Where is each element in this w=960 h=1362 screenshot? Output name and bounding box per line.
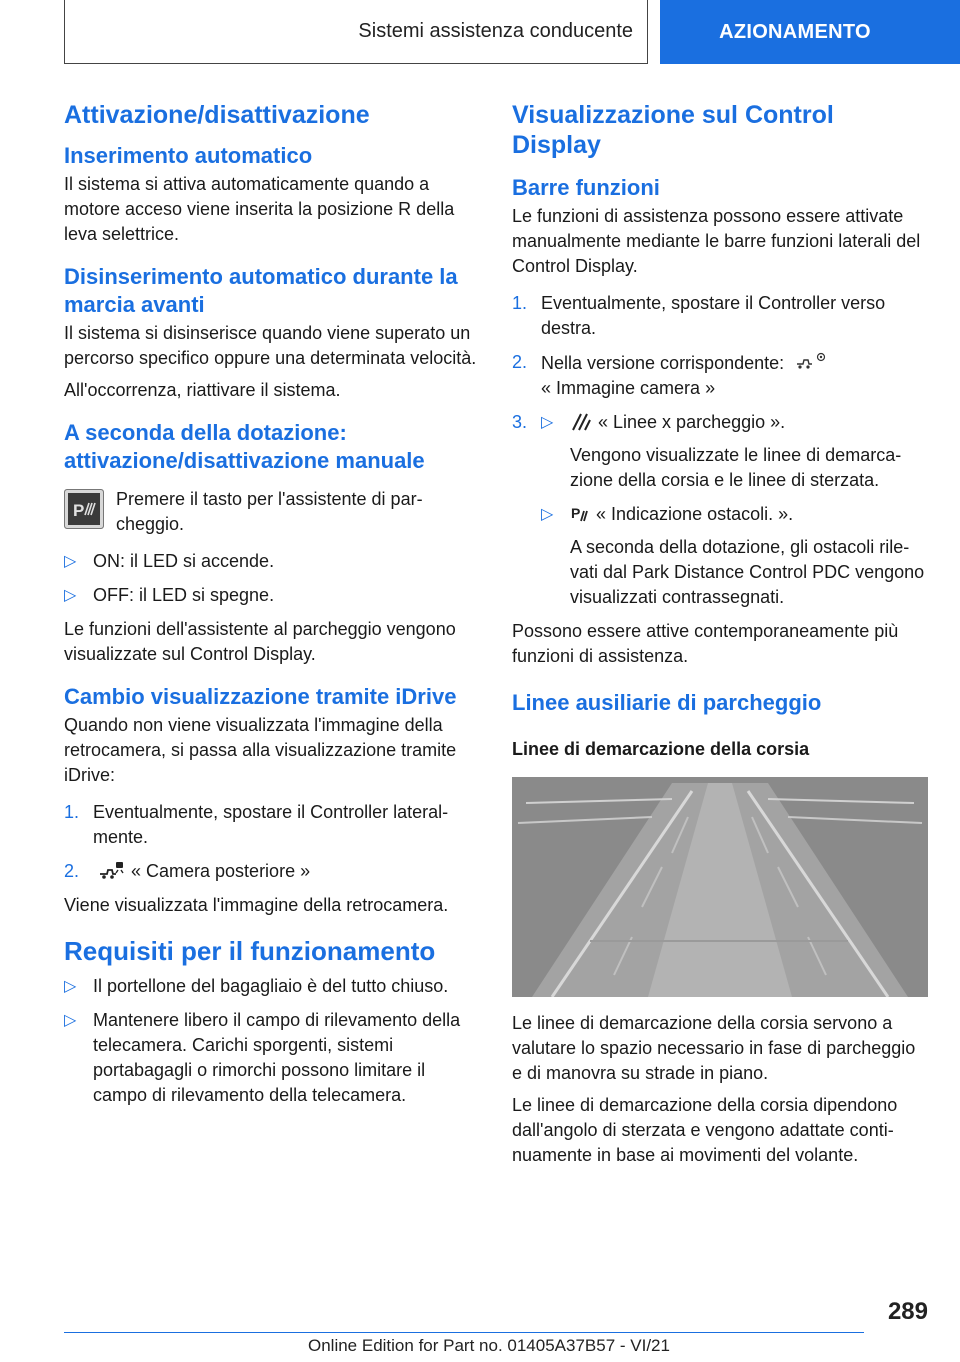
list-item: ▷ P « Indicazione ostacoli. ». A seconda della dotazione, gli ostacoli rilevati dal Park Distance Control PDC vengono visualizzati contrassegnati. — [541, 502, 928, 610]
paragraph-auto-off: Il sistema si disinserisce quando viene superato un percorso specifico oppure una determinata velocità. — [64, 323, 477, 368]
requirements-list — [64, 974, 482, 1108]
heading-auto-on: Inserimento automatico — [64, 143, 313, 168]
paragraph-camera-shown: Viene visualizzata l'immagine della retrocamera. — [64, 895, 449, 915]
list-item: ▷ Il portellone del bagagliaio è del tutto chiuso. — [64, 974, 482, 999]
heading-idrive: Cambio visualizzazione tramite iDrive — [64, 684, 457, 709]
paragraph-lane-1: Le linee di demarcazione della corsia servono a valutare lo spazio necessario in fase di parcheggio e di manovra su strade in piano. — [512, 1013, 916, 1083]
led-list — [64, 549, 482, 608]
header-section-title: Sistemi assistenza conducente — [358, 20, 633, 42]
park-button-text: Premere il tasto per l'assistente di parcheggio. — [116, 489, 423, 534]
bullet-icon: ▷ — [64, 587, 77, 604]
paragraph-auto-on: Il sistema si attiva automaticamente quando a motore acceso viene inserita la posizione R della leva selettrice. — [64, 174, 455, 244]
header-section-box — [64, 0, 648, 64]
heading-activation: Attivazione/disattivazione — [64, 101, 370, 129]
park-button-row — [64, 487, 482, 537]
rear-camera-icon — [99, 860, 125, 880]
paragraph-idrive: Quando non viene visualizzata l'immagine della retrocamera, si passa alla visualizzazione tramite iDrive: — [64, 715, 457, 785]
svg-text:P: P — [571, 505, 581, 521]
sub-item-desc: Vengono visualizzate le linee di demarcazione della corsia e le linee di sterzata. — [570, 445, 902, 490]
parking-lines-icon — [570, 411, 592, 431]
right-column — [512, 100, 928, 1175]
parking-assistant-icon — [64, 489, 104, 529]
list-item: 1. Eventualmente, spostare il Controller lateralmente. — [64, 802, 449, 847]
paragraph-functions: Le funzioni dell'assistente al parcheggio vengono visualizzate sul Control Display. — [64, 619, 456, 664]
list-item: ▷ OFF: il LED si spegne. — [64, 583, 482, 608]
paragraph-lane-2: Le linee di demarcazione della corsia dipendono dall'angolo di sterzata e vengono adattate continuamente in base ai movimenti del volante. — [512, 1095, 898, 1165]
left-column — [64, 100, 482, 1117]
paragraph-simultaneous: Possono essere attive contemporaneamente più funzioni di assistenza. — [512, 621, 899, 666]
heading-bars: Barre funzioni — [512, 175, 660, 200]
paragraph-reactivate: All'occorrenza, riattivare il sistema. — [64, 380, 341, 400]
idrive-steps — [64, 800, 482, 884]
sub-item-desc: A seconda della dotazione, gli ostacoli rilevati dal Park Distance Control PDC vengono visualizzati contrassegnati. — [570, 537, 925, 607]
camera-settings-icon — [795, 350, 829, 372]
heading-auto-off: Disinserimento automatico durante la marcia avanti — [64, 264, 458, 317]
lane-lines-illustration — [512, 777, 928, 997]
bullet-icon: ▷ — [64, 553, 77, 570]
bullet-icon: ▷ — [541, 506, 554, 523]
heading-manual: A seconda della dotazione: attivazione/disattivazione manuale — [64, 420, 425, 473]
list-item: ▷ ON: il LED si accende. — [64, 549, 482, 574]
list-item: 1. Eventualmente, spostare il Controller verso destra. — [512, 293, 886, 338]
list-item: ▷ Mantenere libero il campo di rilevamento della telecamera. Carichi sporgenti, sistemi portabagagli o rimorchi possono limitare il campo di rilevamento della telecamera. — [64, 1010, 461, 1105]
paragraph-bars: Le funzioni di assistenza possono essere attivate manualmente mediante le barre funzioni laterali del Control Display. — [512, 206, 921, 276]
obstacle-icon — [570, 503, 590, 523]
list-item: 2. Nella versione corrispondente: « Immagine camera » — [512, 350, 928, 401]
heading-guides: Linee ausiliarie di parcheggio — [512, 690, 822, 715]
bullet-icon: ▷ — [64, 978, 77, 995]
list-item: 2. « Camera posteriore » — [64, 861, 311, 881]
display-steps — [512, 291, 928, 610]
bullet-icon: ▷ — [64, 1012, 77, 1029]
heading-lane-lines: Linee di demarcazione della corsia — [512, 739, 810, 759]
footer-edition: Online Edition for Part no. 01405A37B57 - VI/21 — [308, 1336, 670, 1355]
heading-requirements: Requisiti per il funzionamento — [64, 936, 436, 966]
bullet-icon: ▷ — [541, 414, 554, 431]
header-chapter-box — [660, 0, 960, 64]
heading-display: Visualizzazione sul Control Display — [512, 101, 834, 159]
footer-divider — [64, 1332, 864, 1333]
page-number: 289 — [887, 1298, 928, 1325]
list-item: ▷ « Linee x parcheggio ». Vengono visualizzate le linee di demarcazione della corsia e le linee di sterzata. — [541, 410, 928, 493]
list-item: 3. ▷ « Linee x parcheggio ». Vengono visualizzate le linee di demarcazione della corsia e le linee di sterzata. ▷ P « Indicazione ostacoli. ». A seconda della dotazione, gli ostacoli rilevati dal Park Distance Control PDC vengono visualizzati contrassegnati. — [512, 410, 928, 610]
svg-text:P: P — [73, 501, 85, 520]
header-chapter-title: AZIONAMENTO — [719, 20, 871, 43]
sub-list — [541, 410, 928, 610]
